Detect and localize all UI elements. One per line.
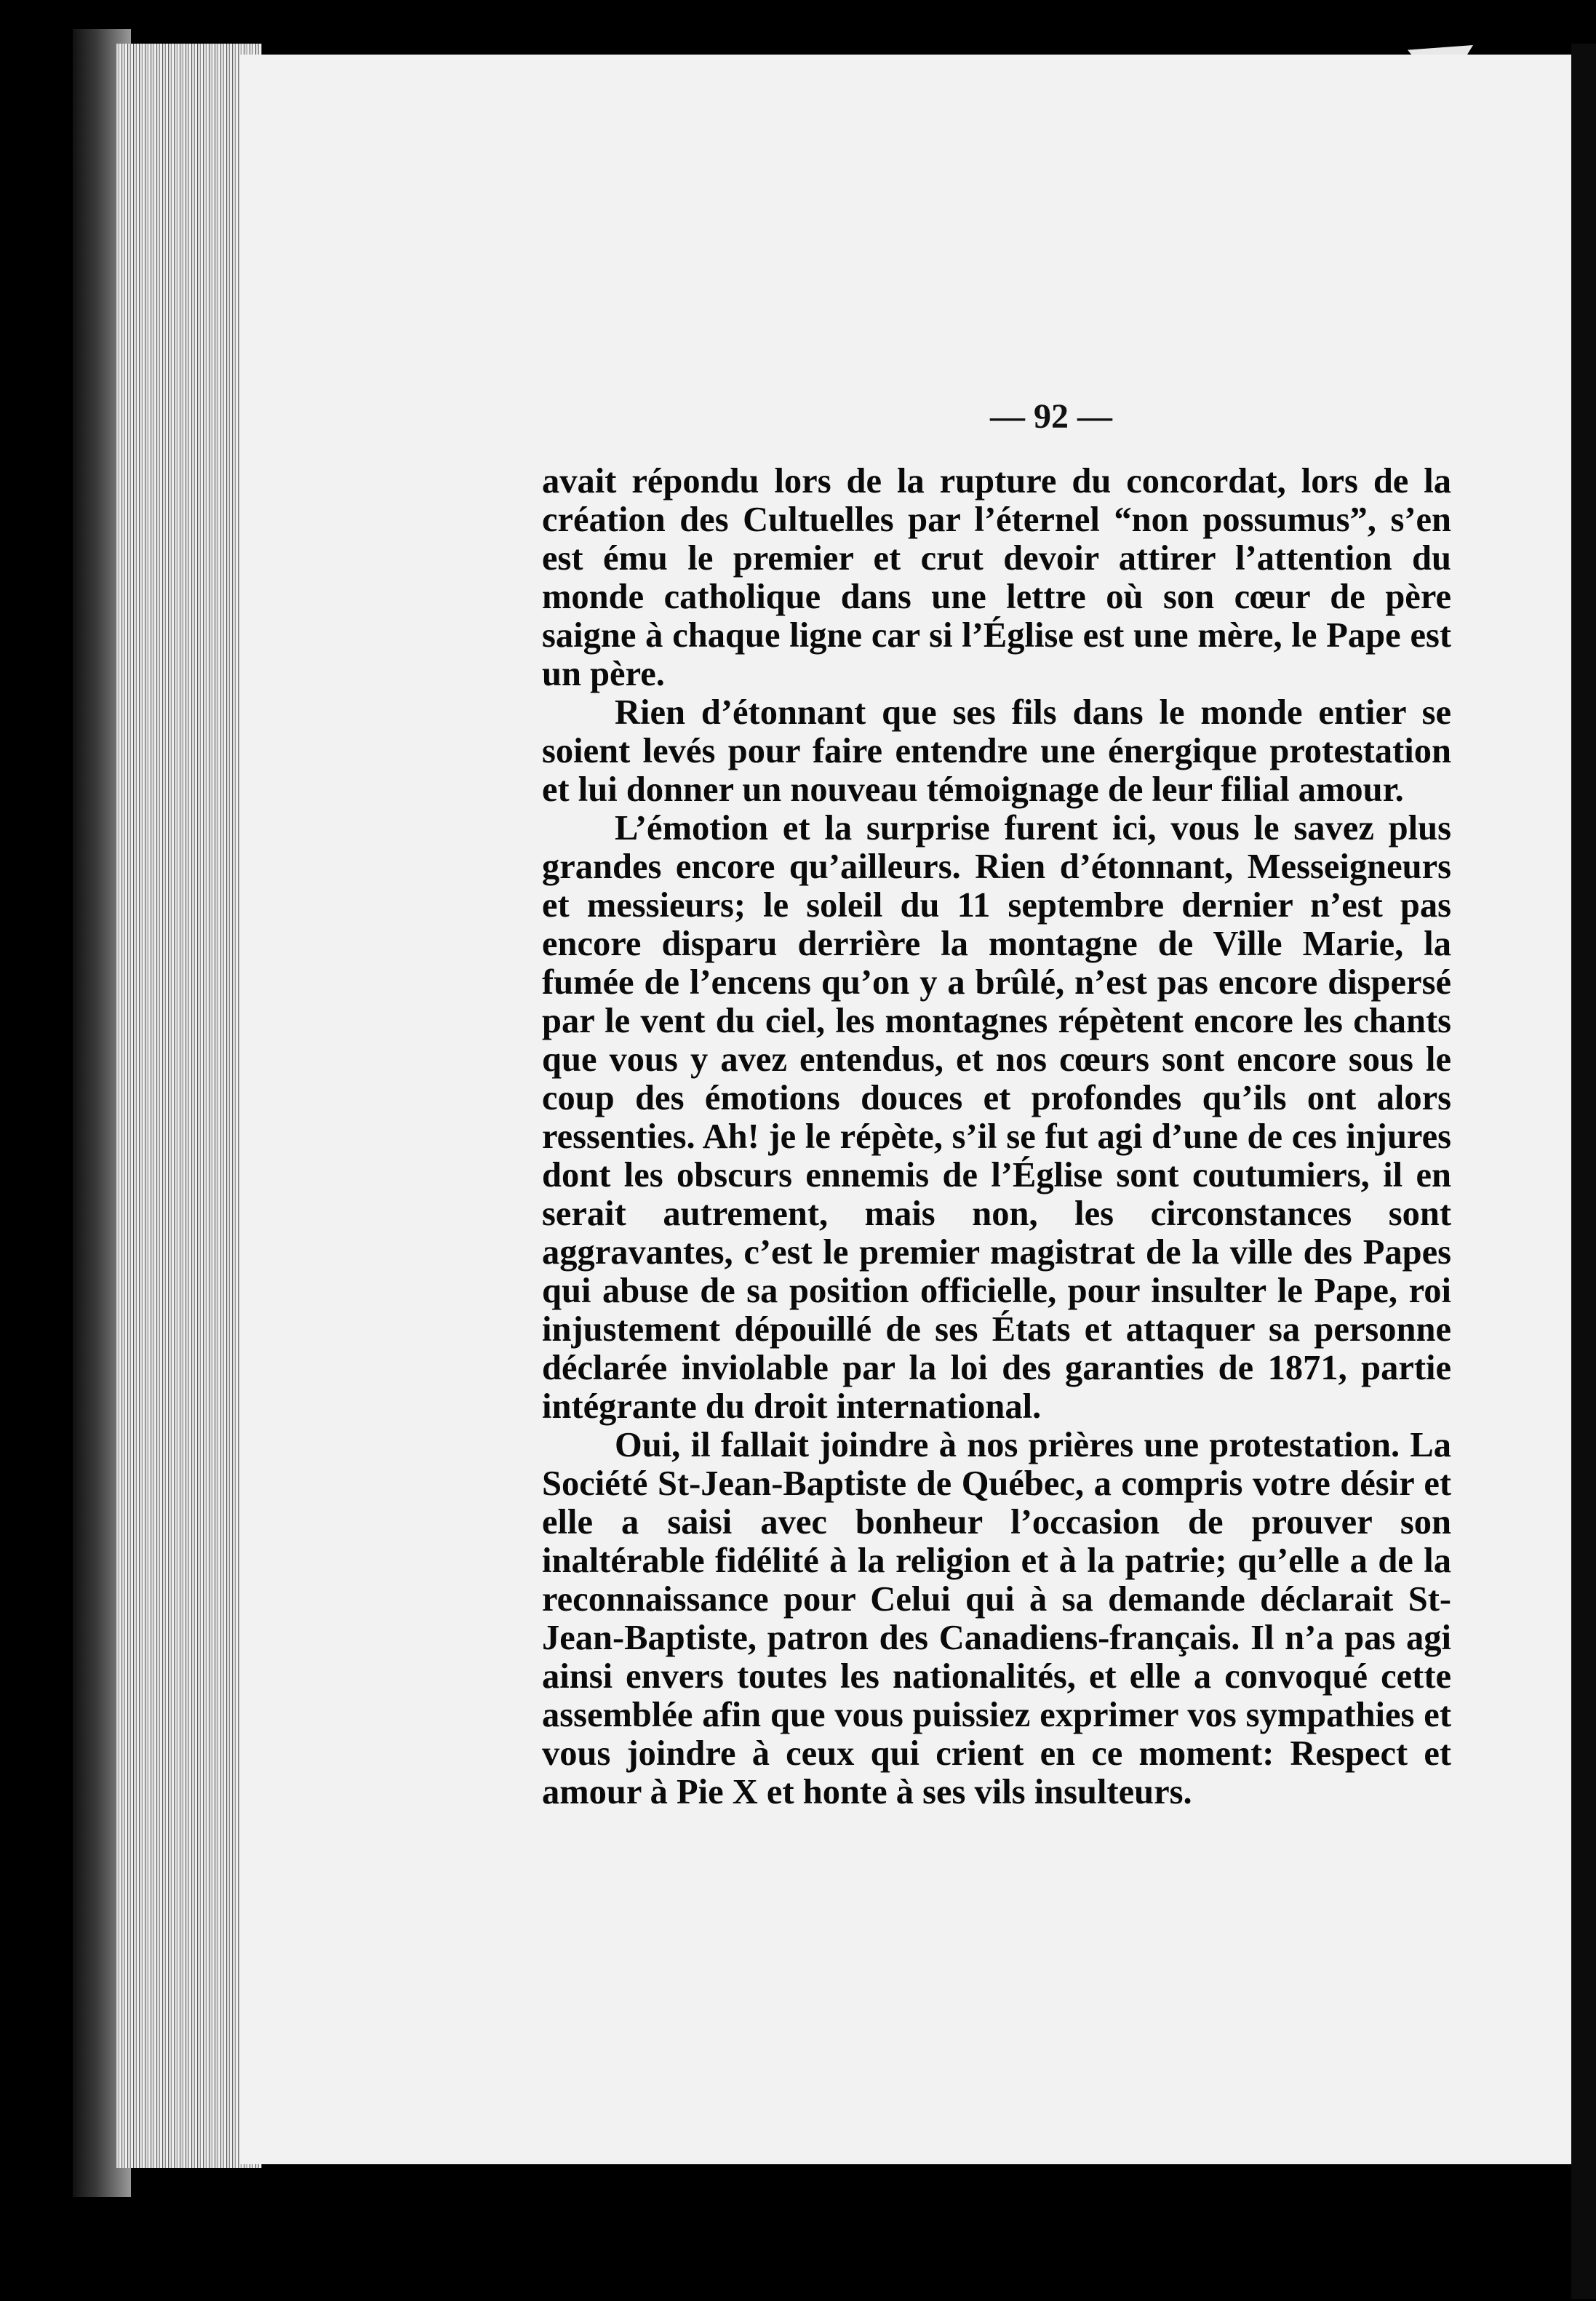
paragraph: Oui, il fallait joindre à nos prières une protestation. La Société St-Jean-Baptiste de Québec, a compris votre désir et elle a saisi avec bonheur l’occasion de prouver son inaltérable fidélité à la religion et à la patrie; qu’elle a de la reconnaissance pour Celui qui à sa demande déclarait St-Jean-Baptiste, patron des Canadiens-français. Il n’a pas agi ainsi envers toutes les nationalités, et elle a convoqué cette assemblée afin que vous puissiez exprimer vos sympathies et vous joindre à ceux qui crient en ce moment: Respect et amour à Pie X et honte à ses vils insulteurs. <box>542 1426 1451 1811</box>
page-number: — 92 — <box>990 397 1112 436</box>
book-page <box>240 55 1571 2164</box>
body-text <box>542 462 1451 1811</box>
paragraph: Rien d’étonnant que ses fils dans le monde entier se soient levés pour faire entendre une énergique protestation et lui donner un nouveau témoignage de leur filial amour. <box>542 693 1451 809</box>
paragraph: avait répondu lors de la rupture du concordat, lors de la création des Cultuelles par l’éternel “non possumus”, s’en est ému le premier et crut devoir attirer l’attention du monde catholique dans une lettre où son cœur de père saigne à chaque ligne car si l’Église est une mère, le Pape est un père. <box>542 462 1451 693</box>
paragraph: L’émotion et la surprise furent ici, vous le savez plus grandes encore qu’ailleurs. Rien d’étonnant, Messeigneurs et messieurs; le soleil du 11 septembre dernier n’est pas encore disparu derrière la montagne de Ville Marie, la fumée de l’encens qu’on y a brûlé, n’est pas encore dispersé par le vent du ciel, les montagnes répètent encore les chants que vous y avez entendus, et nos cœurs sont encore sous le coup des émotions douces et profondes qu’ils ont alors ressenties. Ah! je le répète, s’il se fut agi d’une de ces injures dont les obscurs ennemis de l’Église sont coutumiers, il en serait autrement, mais non, les circonstances sont aggravantes, c’est le premier magistrat de la ville des Papes qui abuse de sa position officielle, pour insulter le Pape, roi injustement dépouillé de ses États et attaquer sa personne déclarée inviolable par la loi des garanties de 1871, partie intégrante du droit international. <box>542 809 1451 1426</box>
scan-border <box>1571 44 1596 2299</box>
